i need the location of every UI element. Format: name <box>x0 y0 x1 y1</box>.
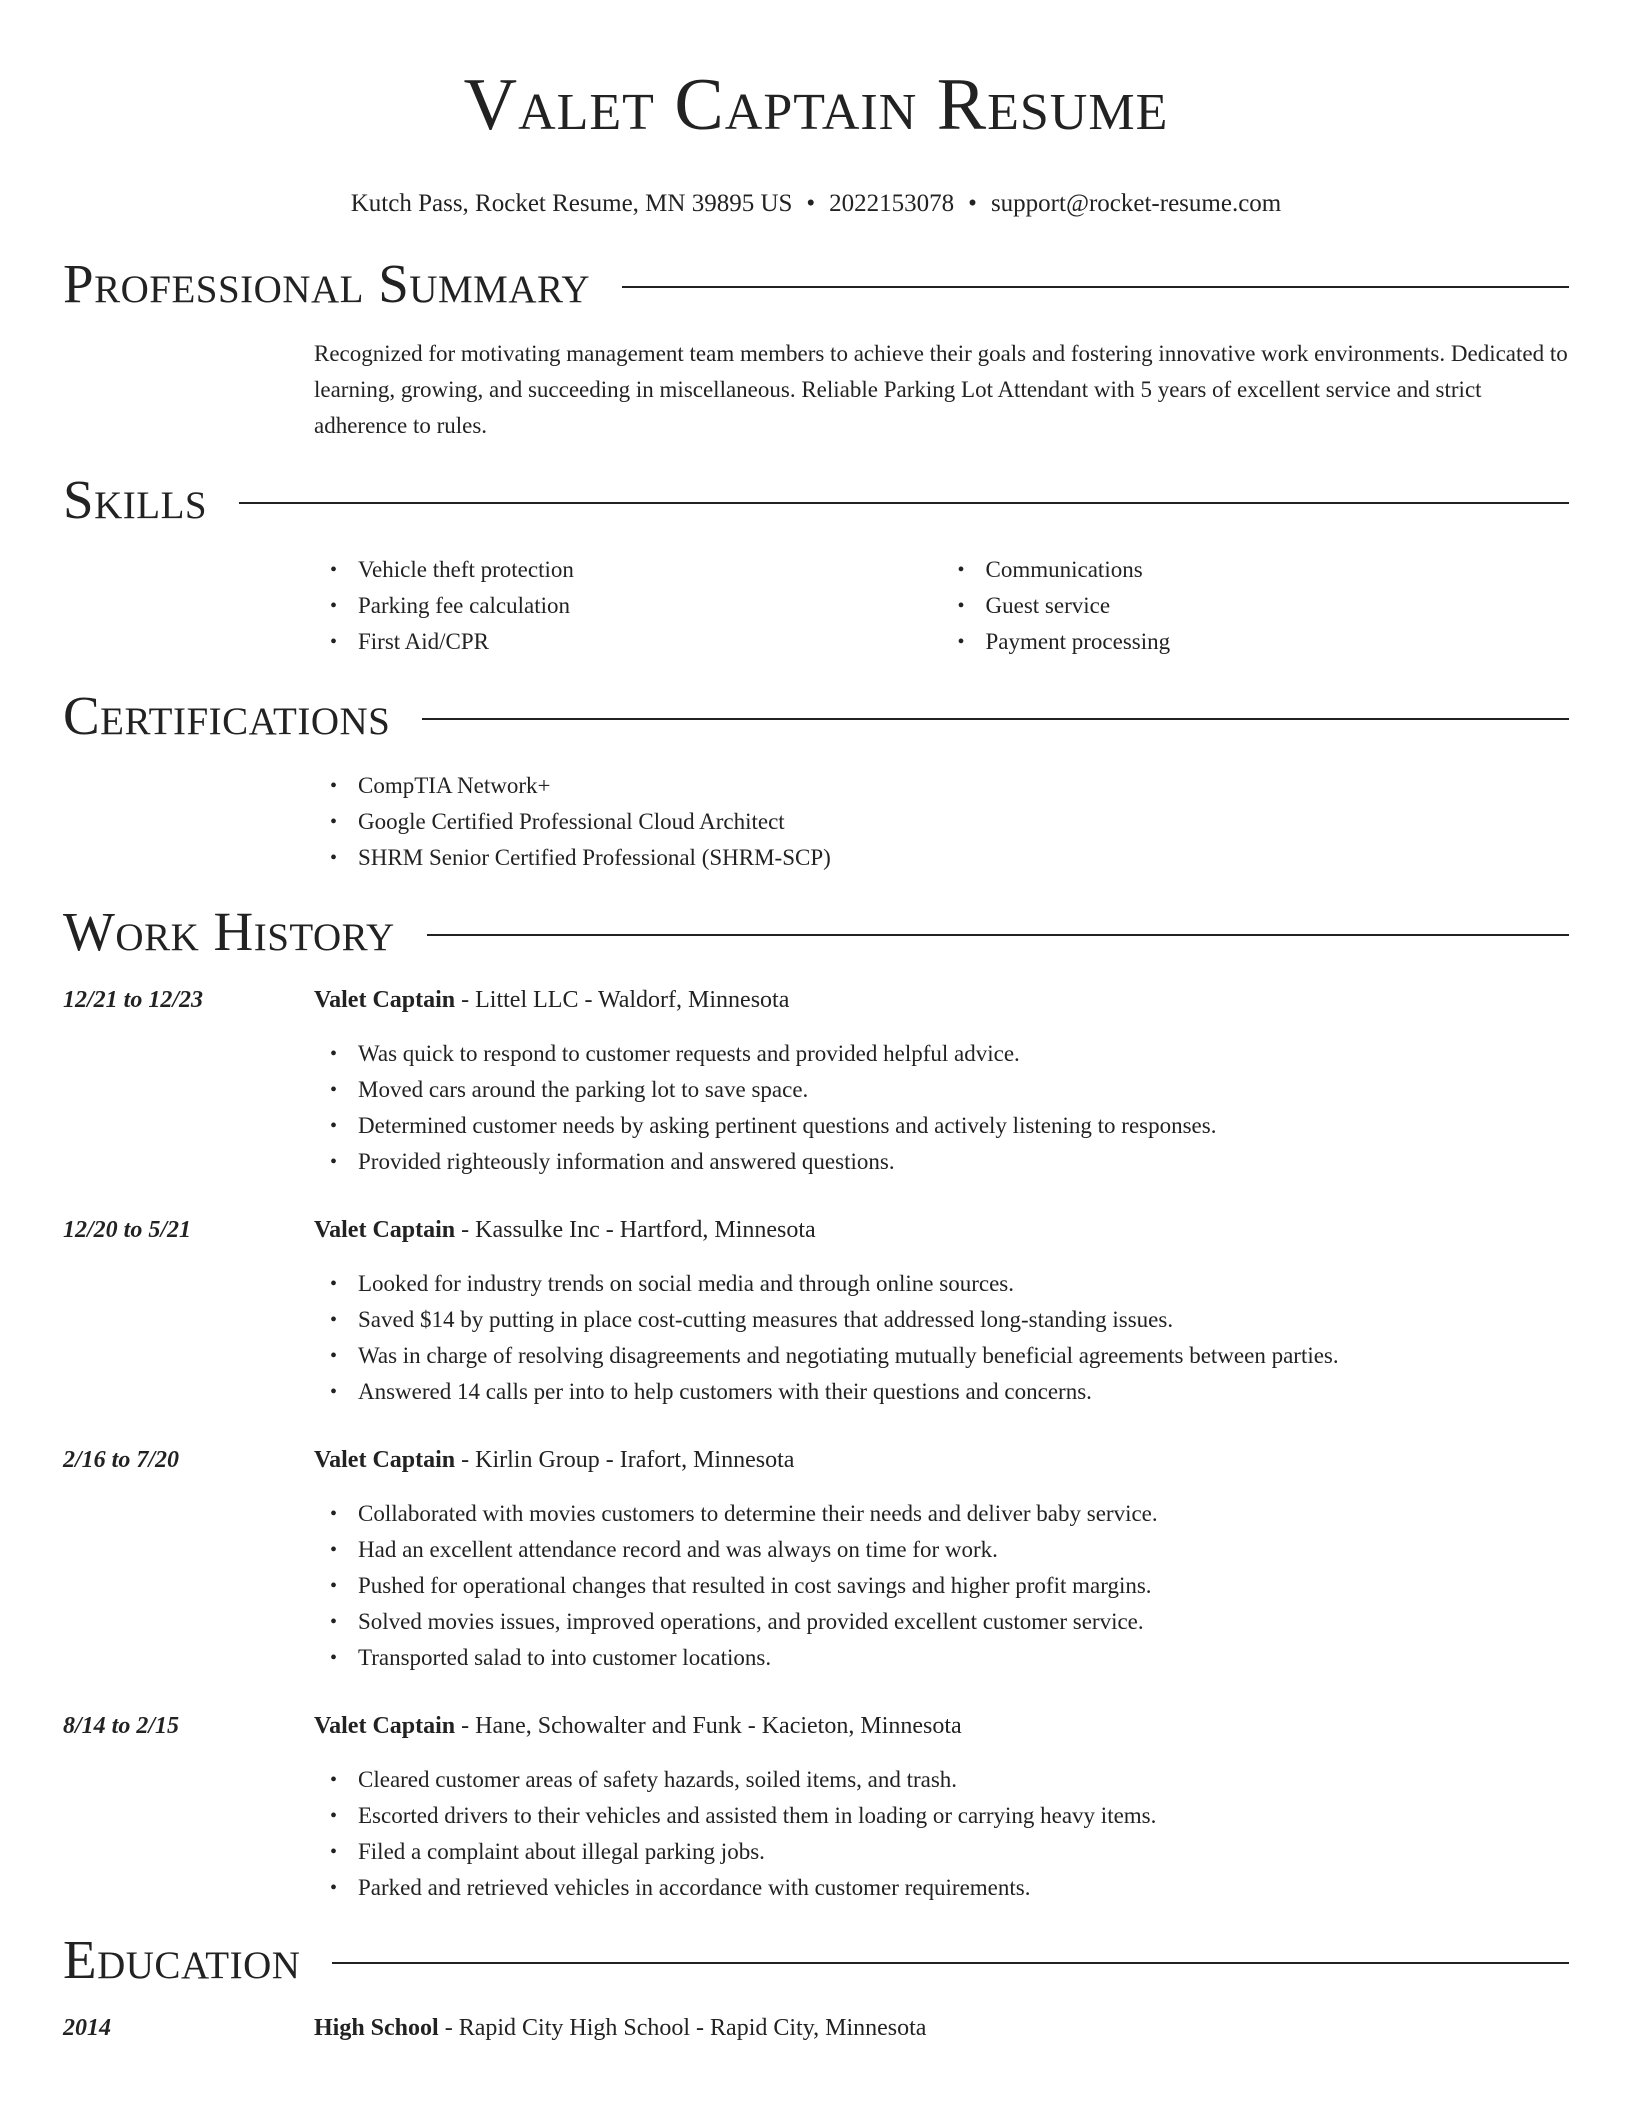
summary-text: Recognized for motivating management team members to achieve their goals and fostering innovative work environments. Dedicated to learning, growing, and succeeding in miscellaneous. Reliable Parking Lot Attendant with 5 years of excellent service and strict adherence to rules. <box>314 341 1568 438</box>
skills-section <box>63 470 1569 660</box>
job-title: Valet Captain <box>314 1713 456 1739</box>
job-bullet: • Had an excellent attendance record and was always on time for work. <box>358 1532 1569 1568</box>
skills-column-right <box>942 552 1570 660</box>
skill-item: • Parking fee calculation <box>358 588 942 624</box>
job-bullets <box>314 1762 1569 1906</box>
job-bullets <box>314 1266 1569 1410</box>
education-section <box>63 1930 1569 2046</box>
contact-address: Kutch Pass, Rocket Resume, MN 39895 US <box>350 190 793 217</box>
job-title-line <box>314 1442 794 1478</box>
job-bullet: • Escorted drivers to their vehicles and assisted them in loading or carrying heavy items. <box>358 1798 1569 1834</box>
summary-heading-row <box>63 254 1569 314</box>
job-bullet: • Moved cars around the parking lot to save space. <box>358 1072 1569 1108</box>
job-dates: 12/20 to 5/21 <box>63 1217 192 1243</box>
job-details: - Kassulke Inc - Hartford, Minnesota <box>455 1217 816 1243</box>
contact-phone: 2022153078 <box>829 190 955 217</box>
job-bullets <box>314 1036 1569 1180</box>
job-bullet: • Was in charge of resolving disagreements and negotiating mutually beneficial agreements between parties. <box>358 1338 1569 1374</box>
job-bullet: • Determined customer needs by asking pertinent questions and actively listening to responses. <box>358 1108 1569 1144</box>
summary-heading: Professional Summary <box>63 253 591 314</box>
section-divider <box>422 718 1569 720</box>
job-bullet: • Looked for industry trends on social media and through online sources. <box>358 1266 1569 1302</box>
education-degree: High School <box>314 2015 439 2041</box>
job-bullet: • Pushed for operational changes that resulted in cost savings and higher profit margins. <box>358 1568 1569 1604</box>
skill-item: • Vehicle theft protection <box>358 552 942 588</box>
summary-section <box>63 254 1569 444</box>
education-entry <box>63 2010 1569 2046</box>
job-bullet: • Saved $14 by putting in place cost-cutting measures that addressed long-standing issues. <box>358 1302 1569 1338</box>
job-entry <box>63 1442 1569 1676</box>
certifications-heading: Certifications <box>63 685 391 746</box>
contact-email: support@rocket-resume.com <box>990 190 1282 217</box>
job-title: Valet Captain <box>314 1447 456 1473</box>
job-bullet: • Solved movies issues, improved operations, and provided excellent customer service. <box>358 1604 1569 1640</box>
job-entry <box>63 982 1569 1180</box>
certifications-list <box>314 768 1569 876</box>
contact-separator: • <box>806 190 816 217</box>
work-history-heading-row <box>63 902 1569 962</box>
job-bullet: • Parked and retrieved vehicles in accordance with customer requirements. <box>358 1870 1569 1906</box>
resume-title: Valet Captain Resume <box>463 64 1169 146</box>
section-divider <box>332 1962 1569 1964</box>
job-title-line <box>314 1212 816 1248</box>
skills-list <box>314 552 1569 660</box>
job-bullet: • Cleared customer areas of safety hazards, soiled items, and trash. <box>358 1762 1569 1798</box>
section-divider <box>622 286 1569 288</box>
job-title-line <box>314 1708 962 1744</box>
work-history-heading: Work History <box>63 901 395 962</box>
contact-separator: • <box>968 190 977 217</box>
job-dates: 8/14 to 2/15 <box>63 1713 180 1739</box>
job-entry <box>63 1708 1569 1906</box>
certification-item: • SHRM Senior Certified Professional (SHRM-SCP) <box>358 840 1569 876</box>
job-bullet: • Collaborated with movies customers to determine their needs and deliver baby service. <box>358 1496 1569 1532</box>
certification-item: • CompTIA Network+ <box>358 768 1569 804</box>
certification-item: • Google Certified Professional Cloud Architect <box>358 804 1569 840</box>
education-heading-row <box>63 1930 1569 1990</box>
section-divider <box>427 934 1569 936</box>
education-title-line <box>314 2010 926 2046</box>
job-dates: 2/16 to 7/20 <box>63 1447 180 1473</box>
job-entry <box>63 1212 1569 1410</box>
job-bullet: • Filed a complaint about illegal parking jobs. <box>358 1834 1569 1870</box>
job-details: - Hane, Schowalter and Funk - Kacieton, Minnesota <box>455 1713 962 1739</box>
job-title: Valet Captain <box>314 987 456 1013</box>
job-bullet: • Transported salad to into customer locations. <box>358 1640 1569 1676</box>
job-bullet: • Was quick to respond to customer requests and provided helpful advice. <box>358 1036 1569 1072</box>
education-details: - Rapid City High School - Rapid City, Minnesota <box>438 2015 927 2041</box>
skills-heading: Skills <box>63 469 208 530</box>
job-details: - Littel LLC - Waldorf, Minnesota <box>455 987 790 1013</box>
job-bullet: • Provided righteously information and answered questions. <box>358 1144 1569 1180</box>
job-bullets <box>314 1496 1569 1676</box>
skill-item: • Communications <box>986 552 1570 588</box>
skill-item: • Guest service <box>986 588 1570 624</box>
education-heading: Education <box>63 1929 301 1990</box>
job-dates: 12/21 to 12/23 <box>63 987 204 1013</box>
certifications-section <box>63 686 1569 876</box>
work-history-section <box>63 902 1569 1906</box>
job-title: Valet Captain <box>314 1217 456 1243</box>
contact-line <box>0 188 1632 220</box>
skills-column-left <box>314 552 942 660</box>
skill-item: • Payment processing <box>986 624 1570 660</box>
job-bullet: • Answered 14 calls per into to help customers with their questions and concerns. <box>358 1374 1569 1410</box>
skills-heading-row <box>63 470 1569 530</box>
job-details: - Kirlin Group - Irafort, Minnesota <box>455 1447 795 1473</box>
job-title-line <box>314 982 789 1018</box>
education-year: 2014 <box>63 2015 111 2041</box>
certifications-heading-row <box>63 686 1569 746</box>
section-divider <box>239 502 1569 504</box>
skill-item: • First Aid/CPR <box>358 624 942 660</box>
